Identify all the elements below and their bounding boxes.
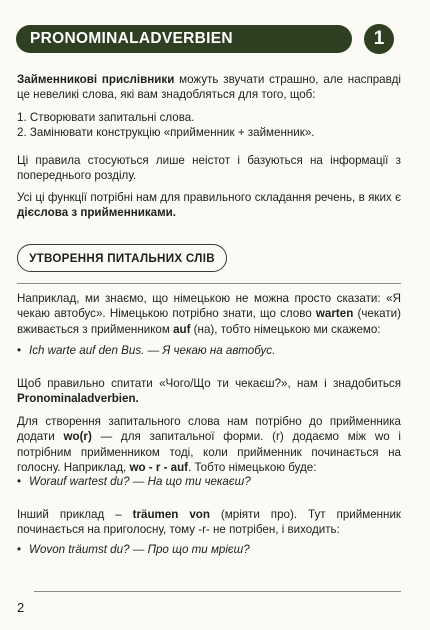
body-text: (мріяти про). Тут прийменник починається на приголосну, тому -r- не потрібен, і виходить:	[17, 508, 401, 537]
keyword-auf: auf	[173, 322, 191, 336]
example-1	[17, 343, 401, 358]
intro-list-item: 1. Створювати запитальні слова.	[17, 111, 195, 124]
body-text: . Тобто німецькою буде:	[188, 461, 317, 475]
body-paragraph-4	[17, 507, 401, 538]
keyword-warten: warten	[315, 307, 354, 321]
example-german: Wovon träumst du?	[29, 543, 130, 556]
section-divider	[17, 283, 401, 284]
body-text: (чекати) вживається з прийменником	[17, 307, 401, 336]
body-text: (на), тобто німецькою ми скажемо:	[190, 322, 381, 336]
body-text: — для запитальної форми. (r) додаємо між wo і потрібним прийменником тоді, коли прийменник починається на голосну. Наприклад,	[17, 430, 401, 475]
body-text: Щоб правильно спитати «Чого/Що ти чекаєш?», нам і знадобиться	[17, 377, 401, 390]
example-separator: —	[144, 344, 163, 357]
page-number: 2	[17, 600, 25, 615]
intro-text: можуть звучати страшно, але насправді це невеликі слова, які вам знадобляться для того, щоб:	[17, 73, 401, 102]
body-text: Для створення запитального слова нам потрібно до прийменника додати	[17, 415, 401, 444]
intro-paragraph-1	[17, 72, 401, 103]
intro-term: Займенникові прислівники	[17, 73, 175, 86]
body-paragraph-2	[17, 376, 401, 407]
intro-emphasis: дієслова з прийменниками.	[17, 206, 177, 220]
example-separator: —	[129, 543, 148, 556]
bullet: •	[17, 475, 22, 488]
bullet: •	[17, 543, 22, 556]
footer-rule	[34, 591, 401, 592]
keyword-traumen-von: träumen von	[132, 508, 210, 521]
example-german: Ich warte auf den Bus.	[29, 344, 145, 357]
body-text: Наприклад, ми знаємо, що німецькою не можна просто сказати: «Я чекаю автобус». Німецькою потрібно знати, що слово	[17, 292, 401, 321]
example-3	[17, 542, 401, 557]
example-german: Worauf wartest du?	[29, 475, 130, 488]
intro-paragraph-2: Ці правила стосуються лише неістот і базуються на інформації з попереднього розділу.	[17, 154, 401, 183]
example-translation: Я чекаю на автобус.	[162, 344, 276, 357]
example-translation: Про що ти мрієш?	[147, 543, 250, 556]
section-title: УТВОРЕННЯ ПИТАЛЬНИХ СЛІВ	[29, 251, 215, 265]
intro-text: Усі ці функції потрібні нам для правильного складання речень, в яких є	[17, 191, 401, 204]
body-paragraph-3	[17, 414, 401, 476]
body-text: Інший приклад –	[17, 508, 133, 521]
example-2	[17, 474, 401, 489]
keyword-wor: wo(r)	[63, 430, 92, 444]
keyword-pronominaladverbien: Pronominaladverbien.	[17, 392, 139, 406]
chapter-header	[16, 25, 352, 53]
example-translation: На що ти чекаєш?	[147, 475, 251, 488]
chapter-number-badge: 1	[364, 24, 394, 54]
intro-list	[17, 110, 401, 141]
intro-list-item: 2. Замінювати конструкцію «прийменник + займенник».	[17, 126, 315, 140]
bullet: •	[17, 344, 22, 357]
example-separator: —	[129, 475, 148, 488]
keyword-worauf: wo - r - auf	[129, 461, 189, 475]
intro-paragraph-3	[17, 190, 401, 221]
chapter-title: PRONOMINALADVERBIEN	[30, 30, 233, 47]
body-paragraph-1	[17, 291, 401, 337]
section-heading	[17, 244, 227, 272]
